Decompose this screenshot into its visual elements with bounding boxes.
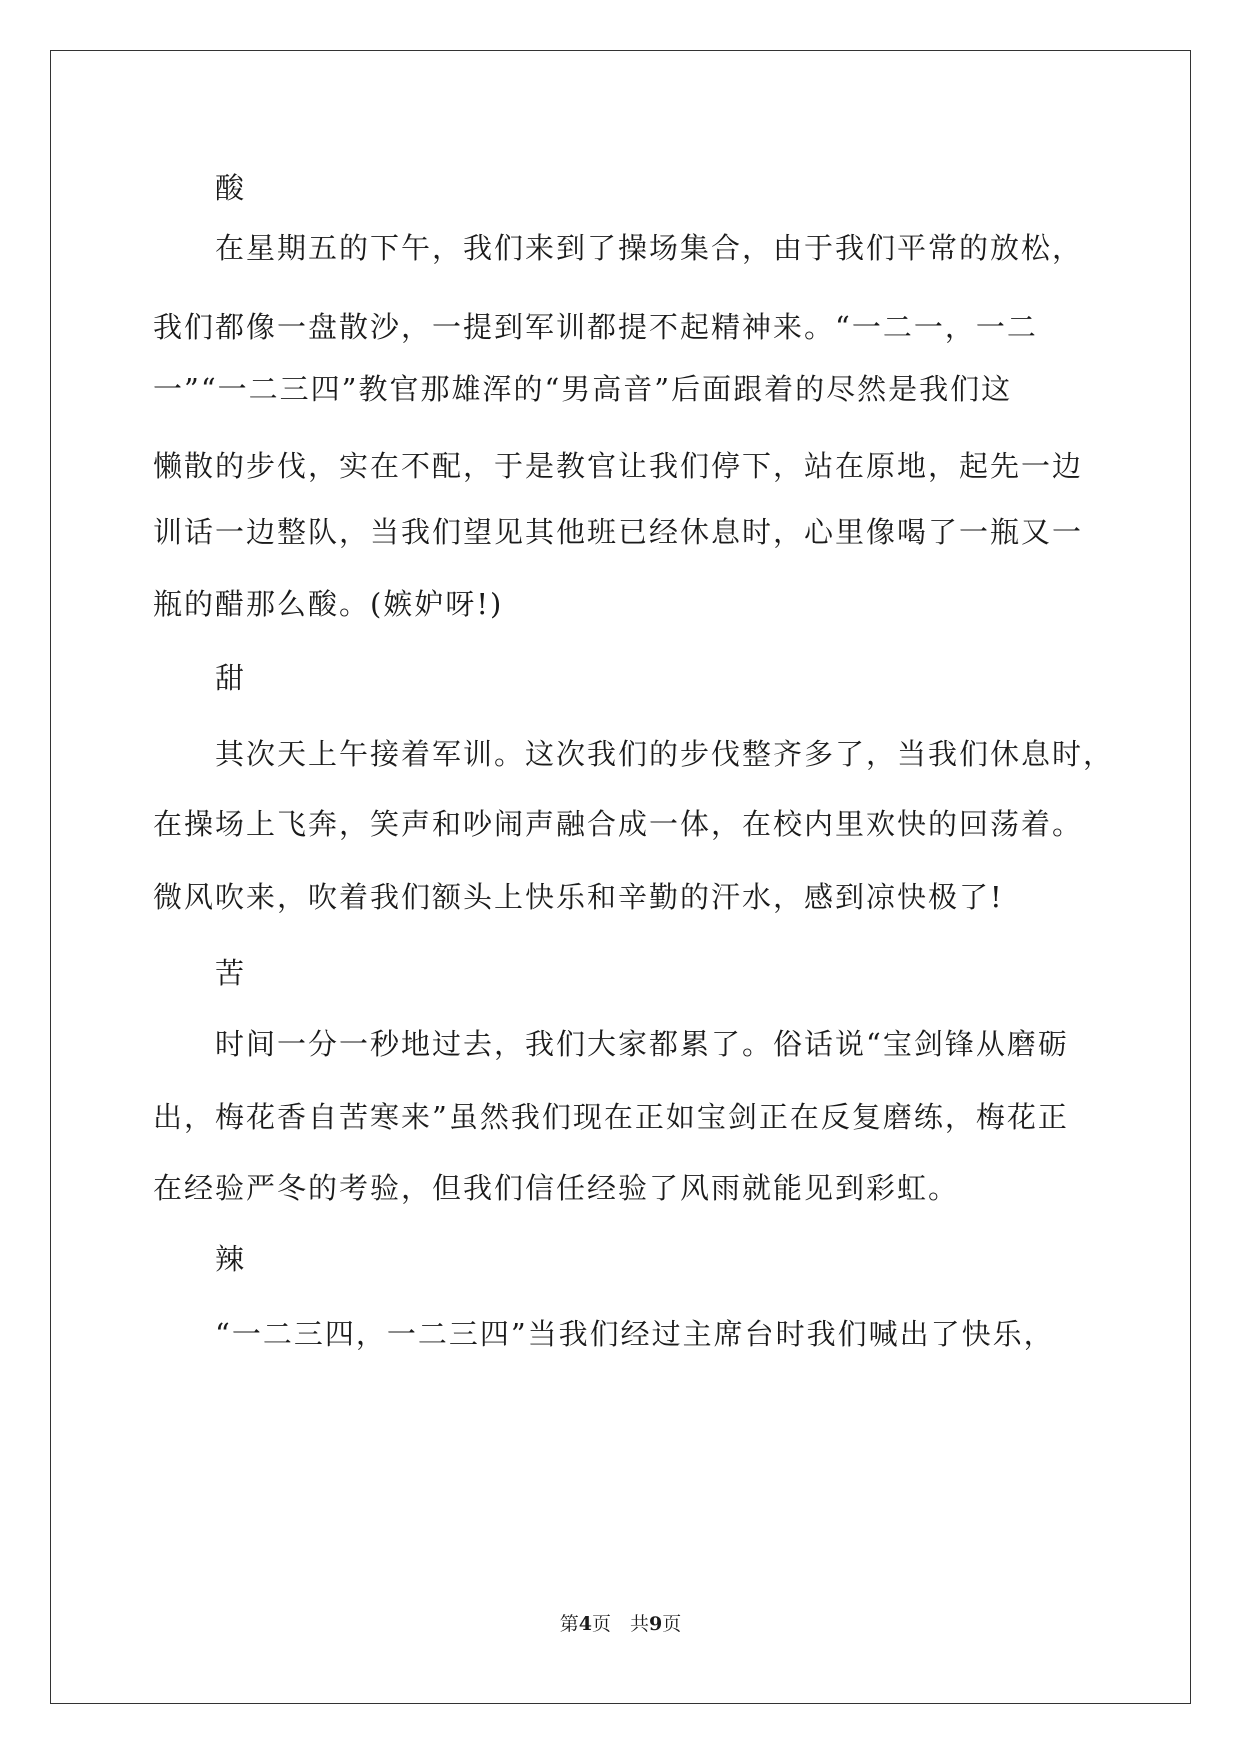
paragraph-line: “一二三四，一二三四”当我们经过主席台时我们喊出了快乐， [153,1317,1055,1351]
paragraph-line: 出，梅花香自苦寒来”虽然我们现在正如宝剑正在反复磨练，梅花正 [153,1100,1069,1134]
page-current: 4 [578,1613,592,1635]
paragraph-line: 在星期五的下午，我们来到了操场集合，由于我们平常的放松， [153,231,1084,265]
section-heading-spicy: 辣 [153,1242,247,1276]
paragraph-line: 懒散的步伐，实在不配，于是教官让我们停下，站在原地，起先一边 [153,449,1084,483]
paragraph-line: 其次天上午接着军训。这次我们的步伐整齐多了，当我们休息时， [153,737,1115,771]
paragraph-line: 我们都像一盘散沙，一提到军训都提不起精神来。“一二一，一二 [153,310,1038,344]
page-border [50,50,1191,1704]
paragraph-line: 一”“一二三四”教官那雄浑的“男高音”后面跟着的尽然是我们这 [153,372,1013,406]
paragraph-line: 在经验严冬的考验，但我们信任经验了风雨就能见到彩虹。 [153,1171,960,1205]
page-mid: 页 共 [591,1613,649,1635]
paragraph-line: 训话一边整队，当我们望见其他班已经休息时，心里像喝了一瓶又一 [153,515,1084,549]
page-suffix: 页 [662,1613,682,1635]
paragraph-line: 时间一分一秒地过去，我们大家都累了。俗话说“宝剑锋从磨砺 [153,1027,1069,1061]
page-prefix: 第 [559,1613,579,1635]
section-heading-bitter: 苦 [153,956,247,990]
paragraph-line: 在操场上飞奔，笑声和吵闹声融合成一体，在校内里欢快的回荡着。 [153,807,1084,841]
section-heading-sour: 酸 [153,171,247,205]
section-heading-sweet: 甜 [153,661,247,695]
page-total: 9 [649,1613,663,1635]
page-footer [0,1612,1241,1636]
paragraph-line: 微风吹来，吹着我们额头上快乐和辛勤的汗水，感到凉快极了! [153,880,1004,914]
paragraph-line: 瓶的醋那么酸。(嫉妒呀!) [153,587,504,621]
